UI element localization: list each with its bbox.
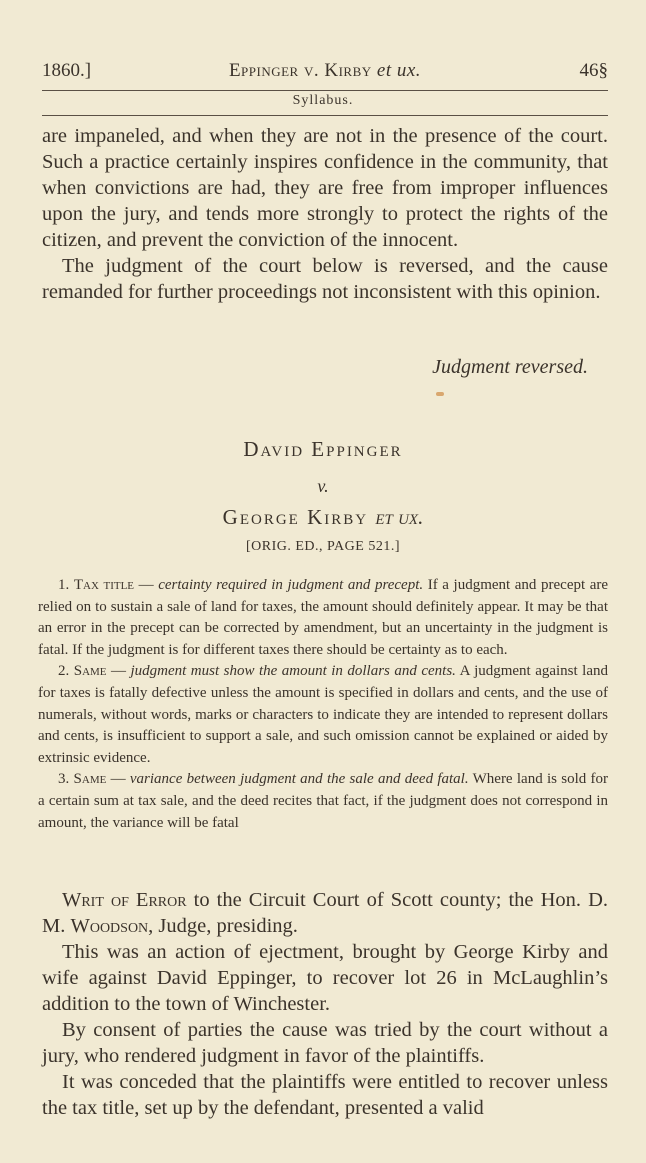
- closing-paragraph: The judgment of the court below is reversed, and the cause remanded for further proceedings not inconsistent with this opinion.: [42, 255, 608, 303]
- judgment-line: Judgment reversed.: [432, 356, 588, 378]
- headnote-text: Where land is sold for a certain sum at tax sale, and the deed recites that fact, if the judgment does not correspond in amount, the variance will be fatal: [38, 771, 609, 831]
- opening-paragraph: are impaneled, and when they are not in the presence of the court. Such a practice certainly inspires confidence in the community, that when convictions are had, they are free from improper influences upon the jury, and tends more strongly to protect the rights of the citizen, and prevent the conviction of the innocent.: [42, 125, 608, 251]
- writ-text-end: , Judge, presiding.: [148, 915, 298, 937]
- original-edition-ref: [ORIG. ED., PAGE 521.]: [246, 539, 400, 554]
- headnote-number: 1.: [58, 577, 70, 593]
- headnote-text: If a judgment and precept are relied on to sustain a sale of land for taxes, the amount should definitely appear. It may be that an error in the precept can be corrected by amendment, but an uncertainty in the judgment is fatal. If the judgment is for different taxes there should be certainty as to each.: [38, 577, 609, 658]
- header-running-title: [42, 60, 608, 82]
- headnote: 1. Tax title — certainty required in judgment and precept. If a judgment and precept are relied on to sustain a sale of land for taxes, the amount should definitely appear. It may be that an error in the precept can be corrected by amendment, but an uncertainty in the judgment is fatal. If the judgment is for different taxes there should be certainty as to each.: [38, 577, 609, 658]
- plaintiff-in-error: David Eppinger: [243, 437, 403, 461]
- defendant-suffix: et ux.: [375, 505, 424, 529]
- running-header: [42, 60, 608, 88]
- writ-text: to the Circuit Court of Scott county; the Hon. D. M.: [42, 889, 609, 937]
- headnote: 3. Same — variance between judgment and the sale and deed fatal. Where land is sold for a certain sum at tax sale, and the deed recites that fact, if the judgment does not correspond in amount, the variance will be fatal: [38, 771, 609, 831]
- header-rule: [42, 90, 608, 91]
- headnote-subtitle: judgment must show the amount in dollars and cents.: [130, 663, 456, 680]
- main-text: [42, 887, 608, 1121]
- headnote-number: 3.: [58, 771, 70, 788]
- opening-text: [42, 123, 608, 305]
- ink-mark: [436, 392, 444, 396]
- headnote-topic: Same: [73, 663, 107, 680]
- main-paragraph: It was conceded that the plaintiffs were entitled to recover unless the tax title, set up by the defendant, presented a valid: [42, 1071, 608, 1119]
- main-paragraph: This was an action of ejectment, brought by George Kirby and wife against David Eppinger, to recover lot 26 in McLaughlin’s addition to the town of Winchester.: [42, 941, 608, 1015]
- headnotes: [38, 575, 608, 834]
- headnote-text: A judgment against land for taxes is fatally defective unless the amount is specified in dollars and cents, and the use of numerals, without words, marks or characters to indicate they are intended to represent dollars and cents, is insufficient to support a sale, and such omission cannot be explained or aided by extrinsic evidence.: [38, 663, 608, 766]
- headnote-subtitle: variance between judgment and the sale and deed fatal.: [129, 771, 469, 788]
- header-page-number: 46§: [579, 60, 608, 81]
- judge-name: Woodson: [70, 915, 149, 937]
- versus: v.: [317, 476, 329, 496]
- headnote-subtitle: certainty required in judgment and precept.: [158, 577, 424, 593]
- syllabus-label: Syllabus.: [292, 93, 354, 108]
- defendant-in-error: [0, 505, 646, 530]
- writ-label: Writ of Error: [62, 889, 187, 911]
- header-year: 1860.]: [42, 60, 92, 81]
- headnote-number: 2.: [58, 663, 70, 680]
- writ-paragraph: [42, 887, 608, 939]
- header-parties: Eppinger v. Kirby: [228, 60, 372, 81]
- headnote-topic: Same: [73, 771, 107, 788]
- headnote-topic: Tax title: [73, 577, 135, 593]
- headnote: 2. Same — judgment must show the amount in dollars and cents. A judgment against land for taxes is fatally defective unless the amount is specified in dollars and cents, and the use of numerals, without words, marks or characters to indicate they are intended to represent dollars and cents, is insufficient to support a sale, and such omission cannot be explained or aided by extrinsic evidence.: [38, 663, 608, 766]
- main-paragraph: By consent of parties the cause was tried by the court without a jury, who rendered judgment in favor of the plaintiffs.: [42, 1019, 608, 1067]
- defendant-name: George Kirby: [222, 505, 369, 529]
- header-suffix: et ux.: [376, 60, 422, 81]
- syllabus-rule: [42, 115, 608, 116]
